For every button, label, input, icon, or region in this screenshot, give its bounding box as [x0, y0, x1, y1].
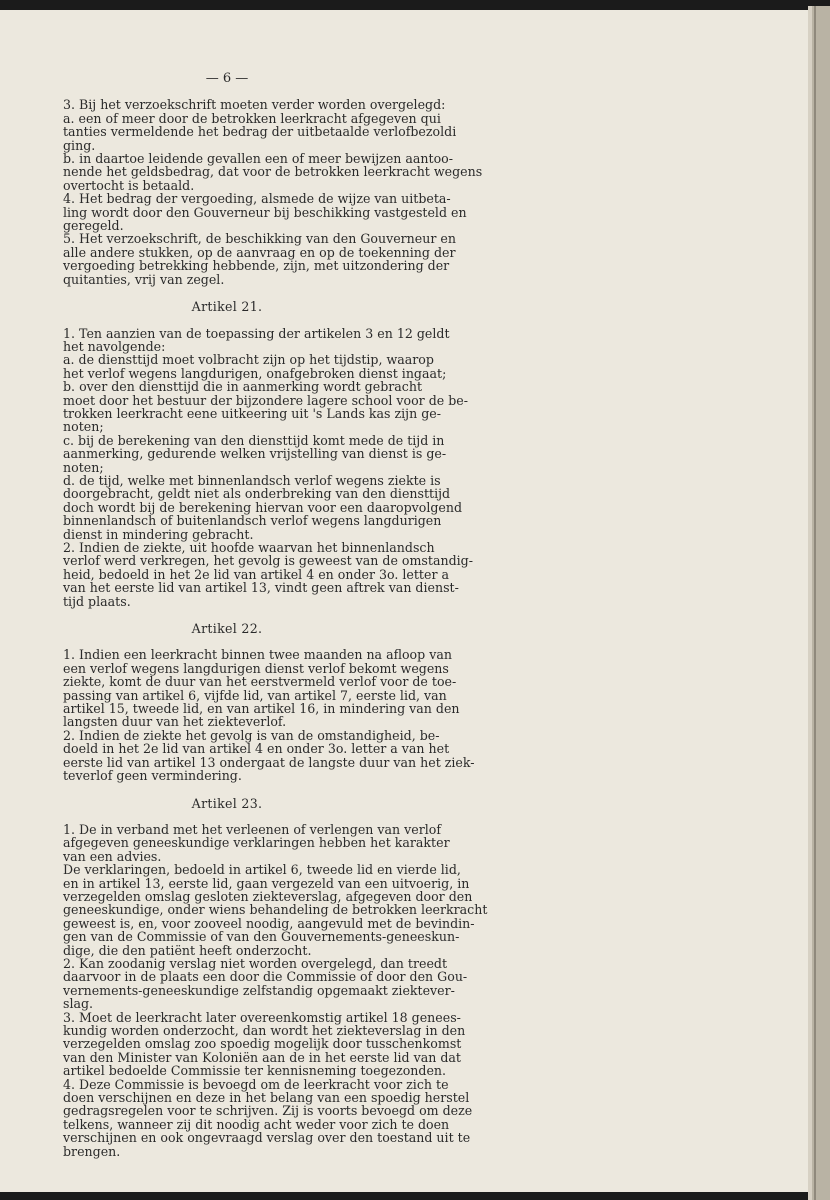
paragraph: [60, 379, 468, 435]
text-line: 4. Deze Commissie is bevoegd om de leerkracht voor zich te: [63, 1076, 449, 1092]
text-line: 4. Het bedrag der vergoeding, alsmede de wijze van uitbeta-: [63, 191, 451, 207]
text-line: c. bij de berekening van den diensttijd komt mede de tijd in: [63, 432, 445, 448]
text-line: a. een of meer door de betrokken leerkracht afgegeven qui: [63, 110, 441, 126]
paragraph: [60, 727, 475, 784]
text-line: gen van de Commissie of van den Gouvernements-geneeskun-: [63, 929, 460, 945]
text-line: 3. Moet de leerkracht later overeenkomstig artikel 18 genees-: [63, 1009, 461, 1025]
text-line: geweest is, en, voor zooveel noodig, aangevuld met de bevindin-: [63, 915, 475, 931]
text-line: 5. Het verzoekschrift, de beschikking van den Gouverneur en: [63, 231, 456, 247]
article-heading: Artikel 21.: [191, 299, 263, 315]
book-edge: [808, 6, 830, 1200]
text-line: doch wordt bij de berekening hiervan voor een daaropvolgend: [63, 499, 463, 515]
text-line: het navolgende:: [63, 338, 166, 354]
text-line: een verlof wegens langdurigen dienst verlof bekomt wegens: [63, 660, 449, 676]
text-line: ziekte, komt de duur van het eerstvermeld verlof voor de toe-: [63, 674, 457, 690]
text-line: doen verschijnen en deze in het belang van een spoedig herstel: [63, 1090, 470, 1106]
paragraph: [60, 955, 468, 1012]
text-line: afgegeven geneeskundige verklaringen hebben het karakter: [63, 835, 450, 851]
document-body: [60, 97, 488, 1159]
text-line: en in artikel 13, eerste lid, gaan vergezeld van een uitvoerig, in: [63, 875, 470, 891]
text-line: a. de diensttijd moet volbracht zijn op het tijdstip, waarop: [63, 352, 434, 368]
text-line: 3. Bij het verzoekschrift moeten verder worden overgelegd:: [63, 97, 446, 113]
text-line: dienst in mindering gebracht.: [63, 526, 254, 542]
text-line: 2. Kan zoodanig verslag niet worden overgelegd, dan treedt: [63, 955, 448, 971]
text-line: 2. Indien de ziekte, uit hoofde waarvan het binnenlandsch: [63, 540, 435, 555]
text-line: teverlof geen vermindering.: [63, 768, 242, 784]
article-heading: Artikel 22.: [191, 621, 263, 637]
text-line: ging.: [63, 137, 96, 153]
text-line: 1. Indien een leerkracht binnen twee maanden na afloop van: [63, 647, 452, 663]
text-line: b. in daartoe leidende gevallen een of meer bewijzen aantoo-: [63, 151, 453, 167]
text-line: het verlof wegens langdurigen, onafgebroken dienst ingaat;: [63, 365, 447, 381]
text-line: nende het geldsbedrag, dat voor de betrokken leerkracht wegens: [63, 164, 483, 180]
text-line: eerste lid van artikel 13 ondergaat de langste duur van het ziek-: [63, 754, 475, 770]
text-line: langsten duur van het ziekteverlof.: [63, 714, 287, 730]
text-line: verzegelden omslag zoo spoedig mogelijk door tusschenkomst: [63, 1036, 462, 1052]
text-line: van het eerste lid van artikel 13, vindt geen aftrek van dienst-: [63, 580, 459, 596]
article-heading: Artikel 23.: [191, 795, 263, 811]
text-line: daarvoor in de plaats een door die Commissie of door den Gou-: [63, 969, 468, 985]
paragraph: [60, 862, 488, 958]
paragraph: [60, 231, 456, 287]
document-page: [0, 10, 808, 1192]
text-line: quitanties, vrij van zegel.: [63, 271, 225, 287]
text-line: verzegelden omslag gesloten ziekteverslag, afgegeven door den: [63, 888, 473, 904]
paragraph: [60, 647, 460, 730]
text-line: 1. De in verband met het verleenen of verlengen van verlof: [63, 821, 441, 837]
text-line: geregeld.: [63, 218, 124, 234]
paragraph: [60, 325, 450, 354]
text-line: artikel bedoelde Commissie ter kennisneming toegezonden.: [63, 1063, 447, 1079]
text-line: De verklaringen, bedoeld in artikel 6, tweede lid en vierde lid,: [63, 862, 461, 878]
paragraph: [60, 472, 463, 542]
paragraph: [60, 191, 467, 234]
text-line: ling wordt door den Gouverneur bij beschikking vastgesteld en: [63, 204, 467, 220]
text-line: doeld in het 2e lid van artikel 4 en onder 3o. letter a van het: [63, 741, 450, 757]
text-line: gedragsregelen voor te schrijven. Zij is voorts bevoegd om deze: [63, 1103, 473, 1119]
text-line: verlof werd verkregen, het gevolg is geweest van de omstandig-: [63, 553, 473, 569]
paragraph: [60, 151, 483, 193]
text-line: overtocht is betaald.: [63, 177, 195, 193]
text-line: moet door het bestuur der bijzondere lagere school voor de be-: [63, 392, 468, 408]
paragraph: [60, 821, 450, 864]
text-line: verschijnen en ook ongevraagd verslag over den toestand uit te: [63, 1130, 471, 1146]
text-line: geneeskundige, onder wiens behandeling de betrokken leerkracht: [63, 902, 488, 918]
paragraph: [60, 110, 457, 153]
text-line: noten;: [63, 459, 104, 475]
text-line: kundig worden onderzocht, dan wordt het ziekteverslag in den: [63, 1023, 466, 1038]
text-line: van den Minister van Koloniën aan de in het eerste lid van dat: [63, 1049, 461, 1065]
paragraph: [60, 1076, 473, 1159]
text-line: tanties vermeldende het bedrag der uitbetaalde verlofbezoldi: [63, 124, 457, 140]
text-line: telkens, wanneer zij dit noodig acht weder voor zich te doen: [63, 1116, 450, 1132]
text-line: artikel 15, tweede lid, en van artikel 16, in mindering van den: [63, 701, 460, 717]
text-line: brengen.: [63, 1143, 121, 1159]
text-line: trokken leerkracht eene uitkeering uit 's Lands kas zijn ge-: [63, 405, 441, 421]
text-line: binnenlandsch of buitenlandsch verlof wegens langdurigen: [63, 513, 442, 529]
text-line: aanmerking, gedurende welken vrijstelling van dienst is ge-: [63, 446, 447, 462]
paragraph: [60, 540, 473, 609]
text-line: 2. Indien de ziekte het gevolg is van de omstandigheid, be-: [63, 727, 440, 743]
paragraph: [60, 97, 446, 113]
paragraph: [60, 1009, 466, 1079]
text-line: noten;: [63, 419, 104, 435]
text-line: alle andere stukken, op de aanvraag en op de toekenning der: [63, 244, 456, 260]
text-line: van een advies.: [63, 848, 162, 864]
text-line: vergoeding betrekking hebbende, zijn, met uitzondering der: [63, 258, 450, 274]
text-line: heid, bedoeld in het 2e lid van artikel 4 en onder 3o. letter a: [63, 566, 449, 582]
page-number: — 6 —: [205, 71, 249, 86]
paragraph: [60, 432, 447, 475]
paragraph: [60, 352, 447, 381]
text-column: [60, 71, 488, 1159]
text-line: slag.: [63, 996, 94, 1012]
text-line: dige, die den patiënt heeft onderzocht.: [63, 942, 312, 958]
text-line: b. over den diensttijd die in aanmerking wordt gebracht: [63, 379, 423, 395]
text-line: passing van artikel 6, vijfde lid, van artikel 7, eerste lid, van: [63, 687, 447, 703]
text-line: vernements-geneeskundige zelfstandig opgemaakt ziektever-: [63, 982, 455, 998]
text-line: tijd plaats.: [63, 593, 131, 609]
text-line: d. de tijd, welke met binnenlandsch verlof wegens ziekte is: [63, 472, 441, 488]
text-line: 1. Ten aanzien van de toepassing der artikelen 3 en 12 geldt: [63, 325, 450, 341]
text-line: doorgebracht, geldt niet als onderbreking van den diensttijd: [63, 486, 451, 502]
